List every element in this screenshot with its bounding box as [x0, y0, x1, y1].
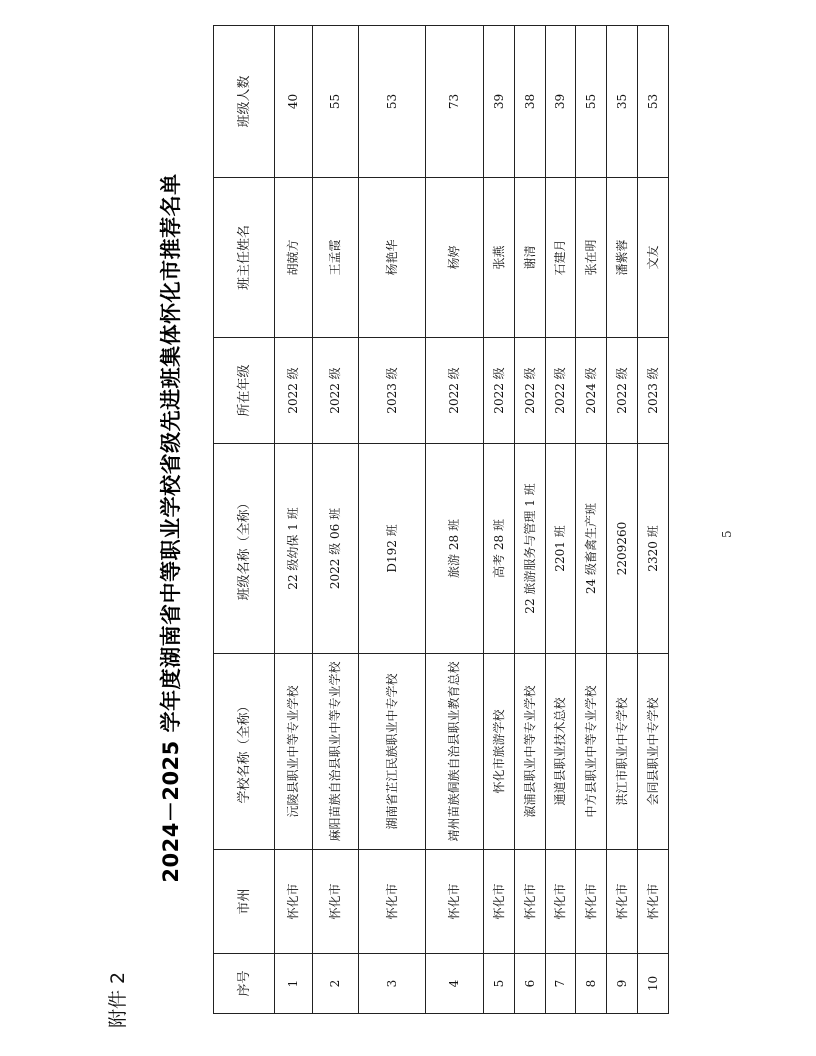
cell-teacher: 胡兢方: [275, 178, 313, 338]
cell-city: 怀化市: [576, 850, 607, 954]
table-row: [546, 26, 576, 1014]
cell-grade: 2023 级: [638, 338, 669, 444]
cell-index: 5: [484, 954, 515, 1014]
table-row: [515, 26, 546, 1014]
cell-teacher: 文友: [638, 178, 669, 338]
cell-grade: 2024 级: [576, 338, 607, 444]
cell-teacher: 张在明: [576, 178, 607, 338]
cell-teacher: 张燕: [484, 178, 515, 338]
cell-teacher: 潘紫蓉: [607, 178, 638, 338]
cell-size: 55: [313, 26, 359, 178]
cell-index: 4: [426, 954, 484, 1014]
cell-city: 怀化市: [313, 850, 359, 954]
cell-index: 9: [607, 954, 638, 1014]
attachment-label: 附件 2: [107, 971, 129, 1028]
cell-city: 怀化市: [484, 850, 515, 954]
cell-index: 8: [576, 954, 607, 1014]
cell-class: 2320 班: [638, 444, 669, 654]
header-grade: 所在年级: [214, 338, 275, 444]
cell-city: 怀化市: [546, 850, 576, 954]
cell-class: D192 班: [359, 444, 426, 654]
cell-size: 40: [275, 26, 313, 178]
cell-size: 35: [607, 26, 638, 178]
table-row: [359, 26, 426, 1014]
table-row: [576, 26, 607, 1014]
cell-school: 沅陵县职业中等专业学校: [275, 654, 313, 850]
cell-grade: 2022 级: [607, 338, 638, 444]
cell-class: 旅游 28 班: [426, 444, 484, 654]
table-header-row: [214, 26, 275, 1014]
cell-school: 会同县职业中专学校: [638, 654, 669, 850]
cell-class: 2209260: [607, 444, 638, 654]
cell-teacher: 石建月: [546, 178, 576, 338]
table-row: [607, 26, 638, 1014]
cell-class: 22 旅游服务与管理 1 班: [515, 444, 546, 654]
cell-school: 中方县职业中等专业学校: [576, 654, 607, 850]
cell-class: 2201 班: [546, 444, 576, 654]
recommendation-table: [213, 25, 669, 1014]
cell-school: 湖南省芷江民族职业中专学校: [359, 654, 426, 850]
table-row: [313, 26, 359, 1014]
header-school: 学校名称（全称）: [214, 654, 275, 850]
cell-size: 39: [546, 26, 576, 178]
cell-index: 1: [275, 954, 313, 1014]
cell-size: 73: [426, 26, 484, 178]
cell-grade: 2023 级: [359, 338, 426, 444]
cell-teacher: 杨婷: [426, 178, 484, 338]
cell-class: 2022 级 06 班: [313, 444, 359, 654]
table-row: [275, 26, 313, 1014]
cell-index: 7: [546, 954, 576, 1014]
cell-index: 10: [638, 954, 669, 1014]
cell-city: 怀化市: [359, 850, 426, 954]
cell-city: 怀化市: [515, 850, 546, 954]
cell-school: 麻阳苗族自治县职业中等专业学校: [313, 654, 359, 850]
cell-school: 洪江市职业中专学校: [607, 654, 638, 850]
cell-school: 怀化市旅游学校: [484, 654, 515, 850]
header-class: 班级名称（全称）: [214, 444, 275, 654]
table-row: [484, 26, 515, 1014]
cell-school: 通道县职业技术总校: [546, 654, 576, 850]
cell-teacher: 谢清: [515, 178, 546, 338]
page-title: 2024－2025 学年度湖南省中等职业学校省级先进班集体怀化市推荐名单: [159, 173, 183, 883]
cell-grade: 2022 级: [313, 338, 359, 444]
header-index: 序号: [214, 954, 275, 1014]
cell-grade: 2022 级: [275, 338, 313, 444]
header-city: 市州: [214, 850, 275, 954]
cell-size: 53: [359, 26, 426, 178]
cell-size: 38: [515, 26, 546, 178]
table-row: [638, 26, 669, 1014]
header-teacher: 班主任姓名: [214, 178, 275, 338]
cell-class: 24 级畜禽生产班: [576, 444, 607, 654]
cell-city: 怀化市: [275, 850, 313, 954]
cell-grade: 2022 级: [546, 338, 576, 444]
cell-school: 溆浦县职业中等专业学校: [515, 654, 546, 850]
cell-teacher: 王孟霞: [313, 178, 359, 338]
cell-class: 22 级幼保 1 班: [275, 444, 313, 654]
cell-school: 靖州苗族侗族自治县职业教育总校: [426, 654, 484, 850]
cell-index: 3: [359, 954, 426, 1014]
cell-class: 高考 28 班: [484, 444, 515, 654]
cell-teacher: 杨艳华: [359, 178, 426, 338]
cell-city: 怀化市: [638, 850, 669, 954]
cell-grade: 2022 级: [484, 338, 515, 444]
cell-size: 55: [576, 26, 607, 178]
cell-city: 怀化市: [426, 850, 484, 954]
cell-size: 53: [638, 26, 669, 178]
page-number: 5: [720, 530, 734, 538]
cell-index: 6: [515, 954, 546, 1014]
table-row: [426, 26, 484, 1014]
cell-city: 怀化市: [607, 850, 638, 954]
cell-grade: 2022 级: [426, 338, 484, 444]
header-size: 班级人数: [214, 26, 275, 178]
cell-size: 39: [484, 26, 515, 178]
cell-grade: 2022 级: [515, 338, 546, 444]
cell-index: 2: [313, 954, 359, 1014]
